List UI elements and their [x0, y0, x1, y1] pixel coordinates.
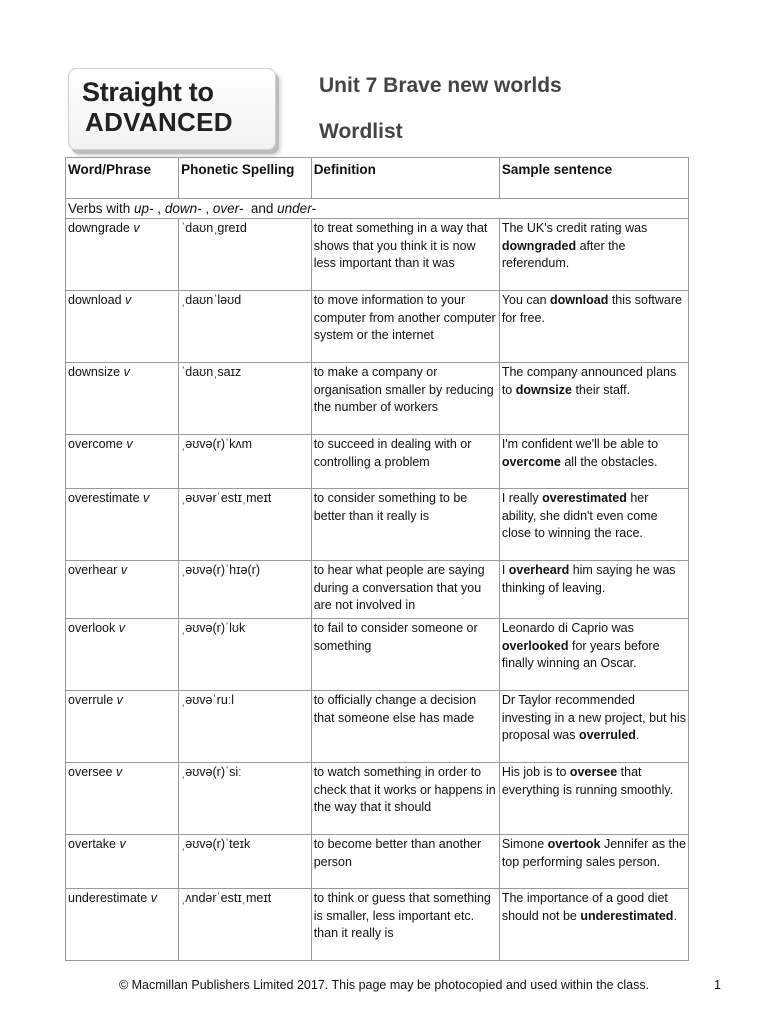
sample-text-before: The company announced plans to — [501, 365, 677, 397]
word-text: overcome — [68, 437, 123, 451]
sample-text-before: I — [501, 563, 509, 577]
word-cell — [66, 619, 179, 691]
word-text: oversee — [68, 765, 113, 779]
word-text: overlook — [68, 621, 116, 635]
table-row — [66, 489, 689, 561]
phonetic-cell: ˌəʊvərˈestɪˌmeɪt — [179, 489, 312, 561]
section-heading — [66, 199, 689, 219]
part-of-speech: v — [150, 891, 157, 905]
phonetic-cell: ˌdaʊnˈləʊd — [179, 291, 312, 363]
word-cell — [66, 291, 179, 363]
word-cell — [66, 363, 179, 435]
phonetic-cell: ˌəʊvə(r)ˈlʊk — [179, 619, 312, 691]
word-cell — [66, 219, 179, 291]
sample-text-after: their staff. — [571, 382, 631, 397]
word-text: download — [68, 293, 122, 307]
definition-cell: to succeed in dealing with or controlling a problem — [311, 435, 499, 489]
sample-text-before: I'm confident we'll be able to — [501, 437, 659, 451]
wordlist-table — [65, 157, 689, 961]
phonetic-cell: ˌəʊvə(r)ˈteɪk — [179, 835, 312, 889]
sample-text-before: The UK's credit rating was — [501, 221, 648, 235]
section-sep-1: , — [153, 201, 165, 216]
straight-to-advanced-logo — [68, 68, 276, 150]
sample-sentence-cell — [499, 363, 688, 435]
sample-sentence-cell — [499, 763, 688, 835]
section-row — [66, 199, 689, 219]
definition-cell: to hear what people are saying during a conversation that you are not involved in — [311, 561, 499, 619]
sample-text-before: Dr Taylor recommended investing in a new project, but his proposal was — [501, 693, 686, 742]
table-row — [66, 435, 689, 489]
sample-keyword: overheard — [508, 563, 570, 577]
section-prefix: Verbs with — [68, 201, 135, 216]
table-row — [66, 363, 689, 435]
part-of-speech: v — [126, 437, 133, 451]
table-row — [66, 889, 689, 961]
sample-text-before: Simone — [501, 837, 548, 851]
definition-cell: to treat something in a way that shows that you think it is now less important than it was — [311, 219, 499, 291]
sample-sentence-cell — [499, 835, 688, 889]
sample-text-after: after the referendum. — [501, 238, 626, 270]
word-text: overrule — [68, 693, 114, 707]
table-row — [66, 619, 689, 691]
sample-text-after: all the obstacles. — [560, 454, 658, 469]
sample-sentence-cell — [499, 561, 688, 619]
sample-sentence-cell — [499, 489, 688, 561]
sample-keyword: underestimated — [580, 908, 674, 923]
sample-text-after: this software for free. — [501, 293, 682, 325]
word-cell — [66, 489, 179, 561]
phonetic-cell: ˈdaʊnˌsaɪz — [179, 363, 312, 435]
part-of-speech: v — [125, 293, 132, 307]
copyright-footer: © Macmillan Publishers Limited 2017. This page may be photocopied and used within the class. — [118, 978, 650, 992]
logo-line-1: Straight to — [82, 77, 214, 107]
sample-text-before: The importance of a good diet should not be — [501, 891, 668, 923]
part-of-speech: v — [116, 693, 123, 707]
definition-cell: to officially change a decision that someone else has made — [311, 691, 499, 763]
word-text: overtake — [68, 837, 116, 851]
sample-sentence-cell — [499, 291, 688, 363]
table-row — [66, 835, 689, 889]
sample-keyword: overruled — [578, 728, 636, 742]
sample-text-before: His job is to — [501, 765, 570, 779]
sample-keyword: overcome — [501, 454, 561, 469]
word-cell — [66, 835, 179, 889]
word-text: overestimate — [68, 491, 140, 505]
sample-keyword: download — [550, 293, 609, 307]
definition-cell: to think or guess that something is smaller, less important etc. than it really is — [311, 889, 499, 961]
phonetic-cell: ˈdaʊnˌgreɪd — [179, 219, 312, 291]
section-under: under- — [277, 201, 316, 216]
word-cell — [66, 561, 179, 619]
word-text: downgrade — [68, 221, 130, 235]
part-of-speech: v — [120, 563, 128, 577]
table-row — [66, 763, 689, 835]
definition-cell: to make a company or organisation smaller by reducing the number of workers — [311, 363, 499, 435]
section-and: and — [243, 201, 278, 216]
sample-text-after: that everything is running smoothly. — [501, 765, 674, 797]
part-of-speech: v — [133, 221, 140, 235]
definition-cell: to consider something to be better than it really is — [311, 489, 499, 561]
table-row — [66, 691, 689, 763]
part-of-speech: v — [118, 621, 125, 635]
word-cell — [66, 435, 179, 489]
word-text: overhear — [68, 563, 118, 577]
sample-sentence-cell — [499, 619, 688, 691]
phonetic-cell: ˌəʊvə(r)ˈsiː — [179, 763, 312, 835]
sample-text-after: . — [673, 908, 677, 923]
part-of-speech: v — [143, 491, 150, 505]
word-cell — [66, 763, 179, 835]
part-of-speech: v — [115, 765, 123, 779]
word-text: downsize — [68, 365, 121, 379]
sample-keyword: overtook — [547, 837, 601, 851]
sample-sentence-cell — [499, 691, 688, 763]
page-number: 1 — [714, 978, 721, 992]
unit-title: Unit 7 Brave new worlds — [319, 74, 562, 97]
sample-sentence-cell — [499, 435, 688, 489]
phonetic-cell: ˌʌndərˈestɪˌmeɪt — [179, 889, 312, 961]
section-sep-2: , — [201, 201, 213, 216]
sample-text-after: . — [635, 728, 640, 742]
section-down: down- — [164, 201, 202, 216]
sample-keyword: oversee — [569, 765, 618, 779]
sample-sentence-cell — [499, 889, 688, 961]
sample-sentence-cell — [499, 219, 688, 291]
definition-cell: to watch something in order to check that it works or happens in the way that it should — [311, 763, 499, 835]
phonetic-cell: ˌəʊvə(r)ˈhɪə(r) — [179, 561, 312, 619]
sample-keyword: overlooked — [501, 638, 569, 653]
sample-text-after: him saying he was thinking of leaving. — [501, 563, 676, 595]
column-header-phonetic: Phonetic Spelling — [179, 158, 312, 199]
word-cell — [66, 889, 179, 961]
phonetic-cell: ˌəʊvə(r)ˈkʌm — [179, 435, 312, 489]
table-row — [66, 219, 689, 291]
column-header-definition: Definition — [311, 158, 499, 199]
definition-cell: to fail to consider someone or something — [311, 619, 499, 691]
column-header-word: Word/Phrase — [66, 158, 179, 199]
wordlist-title: Wordlist — [319, 120, 403, 143]
table-header-row — [66, 158, 689, 199]
sample-text-before: I really — [501, 491, 543, 505]
word-cell — [66, 691, 179, 763]
section-up: up- — [134, 201, 154, 216]
part-of-speech: v — [123, 365, 130, 379]
column-header-sample: Sample sentence — [499, 158, 688, 199]
word-text: underestimate — [68, 891, 148, 905]
table-row — [66, 291, 689, 363]
definition-cell: to become better than another person — [311, 835, 499, 889]
section-over: over- — [212, 201, 244, 216]
phonetic-cell: ˌəʊvəˈruːl — [179, 691, 312, 763]
sample-keyword: downgraded — [501, 238, 577, 253]
table-row — [66, 561, 689, 619]
definition-cell: to move information to your computer from another computer system or the internet — [311, 291, 499, 363]
part-of-speech: v — [119, 837, 126, 851]
sample-keyword: overestimated — [542, 491, 627, 505]
sample-text-after: Jennifer as the top performing sales person. — [501, 837, 686, 869]
sample-text-before: You can — [501, 293, 551, 307]
sample-text-after: her ability, she didn't even come close to winning the race. — [501, 491, 658, 540]
sample-keyword: downsize — [515, 382, 572, 397]
logo-line-2: ADVANCED — [85, 107, 233, 137]
sample-text-after: for years before finally winning an Oscar. — [501, 638, 660, 670]
sample-text-before: Leonardo di Caprio was — [501, 621, 634, 635]
